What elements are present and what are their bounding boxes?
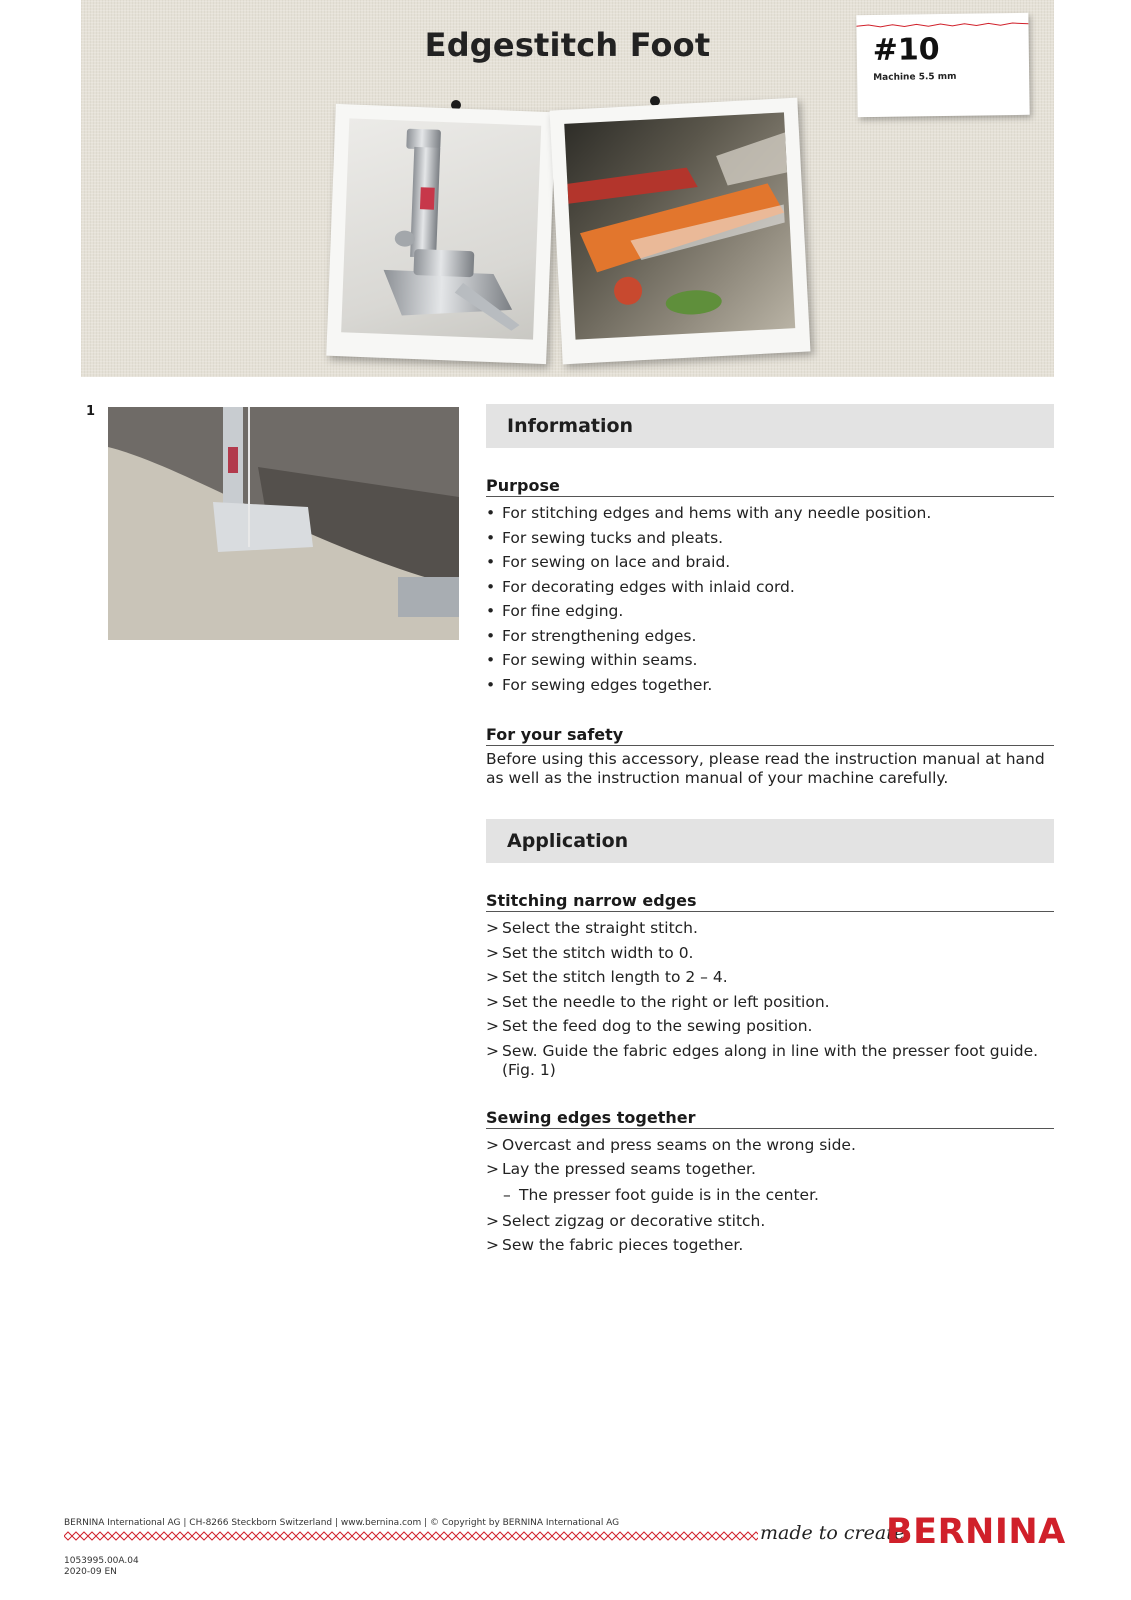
- list-item: • For stitching edges and hems with any needle position.: [486, 501, 1054, 526]
- foot-number-tag: [856, 13, 1029, 117]
- tag-number: #10: [872, 32, 940, 68]
- step-item: > Select zigzag or decorative stitch.: [486, 1209, 1054, 1234]
- step-item: > Set the stitch length to 2 – 4.: [486, 965, 1054, 990]
- step-item: > Set the stitch width to 0.: [486, 941, 1054, 966]
- step-note: – The presser foot guide is in the center.: [486, 1182, 1054, 1209]
- tag-subtitle: Machine 5.5 mm: [873, 71, 957, 83]
- step-item: > Lay the pressed seams together.: [486, 1157, 1054, 1182]
- page-title: Edgestitch Foot: [424, 26, 711, 64]
- list-item: • For sewing within seams.: [486, 648, 1054, 673]
- document-code: [64, 1556, 139, 1578]
- step-item: > Select the straight stitch.: [486, 916, 1054, 941]
- step-item: > Sew. Guide the fabric edges along in line with the presser foot guide. (Fig. 1): [486, 1039, 1054, 1080]
- tag-stitch-icon: [856, 21, 1028, 29]
- step-item: > Overcast and press seams on the wrong side.: [486, 1133, 1054, 1158]
- slogan: made to create: [760, 1522, 906, 1544]
- edges-together-steps: [486, 1133, 1054, 1258]
- list-item: • For sewing tucks and pleats.: [486, 526, 1054, 551]
- step-item: > Set the needle to the right or left position.: [486, 990, 1054, 1015]
- list-item: • For decorating edges with inlaid cord.: [486, 575, 1054, 600]
- list-item: • For strengthening edges.: [486, 624, 1054, 649]
- presser-foot-image: [341, 118, 541, 339]
- doc-number: 1053995.00A.04: [64, 1556, 139, 1566]
- list-item: • For fine edging.: [486, 599, 1054, 624]
- step-item: > Set the feed dog to the sewing position.: [486, 1014, 1054, 1039]
- narrow-edges-heading: Stitching narrow edges: [486, 891, 1054, 912]
- list-item: • For sewing on lace and braid.: [486, 550, 1054, 575]
- safety-heading: For your safety: [486, 725, 1054, 746]
- presser-foot-photo: [326, 104, 556, 364]
- doc-date: 2020-09 EN: [64, 1567, 117, 1577]
- sewing-machine-image: [108, 407, 459, 640]
- sewing-project-photo: [550, 98, 811, 365]
- list-item: • For sewing edges together.: [486, 673, 1054, 698]
- safety-text: Before using this accessory, please read the instruction manual at hand as well as the instruction manual of your machine carefully.: [486, 750, 1045, 787]
- narrow-edges-steps: [486, 916, 1054, 1080]
- edges-together-heading: Sewing edges together: [486, 1108, 1054, 1129]
- purpose-heading: Purpose: [486, 476, 1054, 497]
- application-heading: Application: [486, 819, 1054, 863]
- step-item: > Sew the fabric pieces together.: [486, 1233, 1054, 1258]
- figure-1-photo: [108, 407, 459, 640]
- stitch-border-icon: [64, 1531, 758, 1541]
- brand-logo: BERNINA: [886, 1512, 1066, 1552]
- purpose-list: [486, 501, 1054, 697]
- figure-number: 1: [86, 404, 96, 419]
- footer-company-line: BERNINA International AG | CH-8266 Steckborn Switzerland | www.bernina.com | © Copyright by BERNINA International AG: [64, 1518, 620, 1528]
- information-heading: Information: [486, 404, 1054, 448]
- main-content: [486, 404, 1054, 1258]
- project-image: [564, 112, 795, 339]
- header-banner: [81, 0, 1054, 377]
